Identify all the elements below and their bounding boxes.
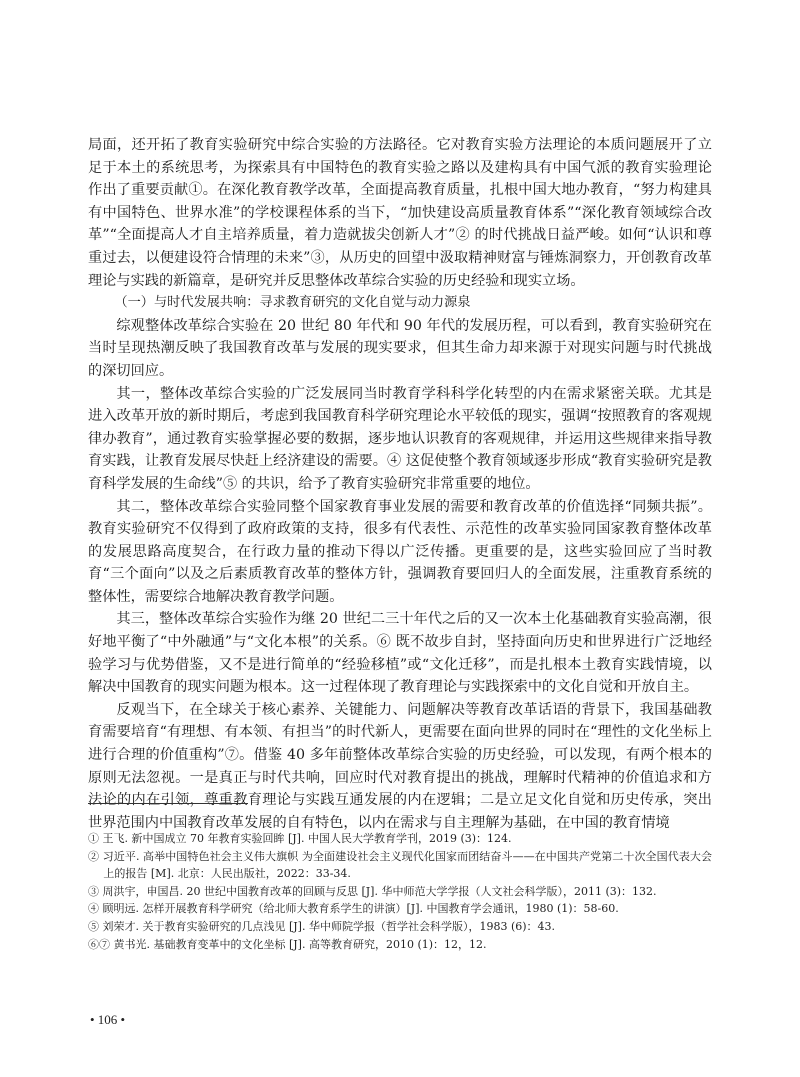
footnote: ⑥⑦ 黄书光. 基础教育变革中的文化坐标 [J]. 高等教育研究，2010 (1)：12，12.	[88, 937, 487, 951]
footnote: ② 习近平. 高举中国特色社会主义伟大旗帜 为全面建设社会主义现代化国家而团结奋斗——在中国共产党第二十次全国代表大会上的报告 [M]. 北京：人民出版社，2022：33-34.	[88, 849, 712, 881]
paragraph: 其一，整体改革综合实验的广泛发展同当时教育学科科学化转型的内在需求紧密关联。尤其是进入改革开放的新时期后，考虑到我国教育科学研究理论水平较低的现实，强调“按照教育的客观规律办教育”，通过教育实验掌握必要的数据，逐步地认识教育的客观规律，并运用这些规律来指导教育实践，让教育发展尽快赶上经济建设的需要。④ 这促使整个教育领域逐步形成“教育实验研究是教育科学发展的生命线”⑤ 的共识，给予了教育实验研究非常重要的地位。	[88, 385, 712, 492]
footnote: ⑤ 刘荣才. 关于教育实验研究的几点浅见 [J]. 华中师院学报（哲学社会科学版），1983 (6)：43.	[88, 919, 556, 933]
paragraph: 其二，整体改革综合实验同整个国家教育事业发展的需要和教育改革的价值选择“同频共振”。教育实验研究不仅得到了政府政策的支持，很多有代表性、示范性的改革实验同国家教育整体改革的发展思路高度契合，在行政力量的推动下得以广泛传播。更重要的是，这些实验回应了当时教育“三个面向”以及之后素质教育改革的整体方针，强调教育要回归人的全面发展，注重教育系统的整体性，需要综合地解决教育教学问题。	[88, 498, 712, 605]
paragraph: 综观整体改革综合实验在 20 世纪 80 年代和 90 年代的发展历程，可以看到，教育实验研究在当时呈现热潮反映了我国教育改革与发展的现实要求，但其生命力却来源于对现实问题与时代挑战的深切回应。	[88, 317, 712, 379]
paragraph: 其三，整体改革综合实验作为继 20 世纪二三十年代之后的又一次本土化基础教育实验高潮，很好地平衡了“中外融通”与“文化本根”的关系。⑥ 既不故步自封，坚持面向历史和世界进行广泛地经验学习与优势借鉴，又不是进行简单的“经验移植”或“文化迁移”，而是扎根本土教育实践情境，以解决中国教育的现实问题为根本。这一过程体现了教育理论与实践探索中的文化自觉和开放自主。	[88, 611, 712, 696]
section-heading: （一）与时代发展共响：寻求教育研究的文化自觉与动力源泉	[114, 295, 471, 311]
paragraph-continued: 局面，还开拓了教育实验研究中综合实验的方法路径。它对教育实验方法理论的本质问题展开了立足于本土的系统思考，为探索具有中国特色的教育实验之路以及建构具有中国气派的教育实验理论作出了重要贡献①。在深化教育教学改革，全面提高教育质量，扎根中国大地办教育，“努力构建具有中国特色、世界水准”的学校课程体系的当下，“加快建设高质量教育体系”“深化教育领域综合改革”“全面提高人才自主培养质量，着力造就拔尖创新人才”② 的时代挑战日益严峻。如何“认识和尊重过去，以便建设符合情理的未来”③，从历史的回望中汲取精神财富与锤炼洞察力，开创教育改革理论与实践的新篇章，是研究并反思整体改革综合实验的历史经验和现实立场。	[88, 137, 712, 289]
footnote-divider	[88, 803, 248, 804]
footnote: ④ 顾明远. 怎样开展教育科学研究（给北师大教育系学生的讲演）[J]. 中国教育学会通讯，1980 (1)：58-60.	[88, 902, 619, 916]
paragraph: 反观当下，在全球关于核心素养、关键能力、问题解决等教育改革话语的背景下，我国基础教育需要培育“有理想、有本领、有担当”的时代新人，更需要在面向世界的同时在“理性的文化坐标上进行合理的价值重构”⑦。借鉴 40 多年前整体改革综合实验的历史经验，可以发现，有两个根本的原则无法忽视。一是真正与时代共响，回应时代对教育提出的挑战，理解时代精神的价值追求和方法论的内在引领，尊重教育理论与实践互通发展的内在逻辑；二是立足文化自觉和历史传承，突出世界范围内中国教育改革发展的自有特色，以内在需求与自主理解为基础，在中国的教育情境	[88, 701, 712, 831]
footnotes	[88, 830, 712, 953]
page-number: • 106 •	[90, 1012, 126, 1027]
footnote: ③ 周洪宇，申国昌. 20 世纪中国教育改革的回顾与反思 [J]. 华中师范大学学报（人文社会科学版），2011 (3)：132.	[88, 884, 657, 898]
footnote: ① 王飞. 新中国成立 70 年教育实验回眸 [J]. 中国人民大学教育学刊，2019 (3)：124.	[88, 832, 512, 845]
body-text	[88, 134, 712, 834]
